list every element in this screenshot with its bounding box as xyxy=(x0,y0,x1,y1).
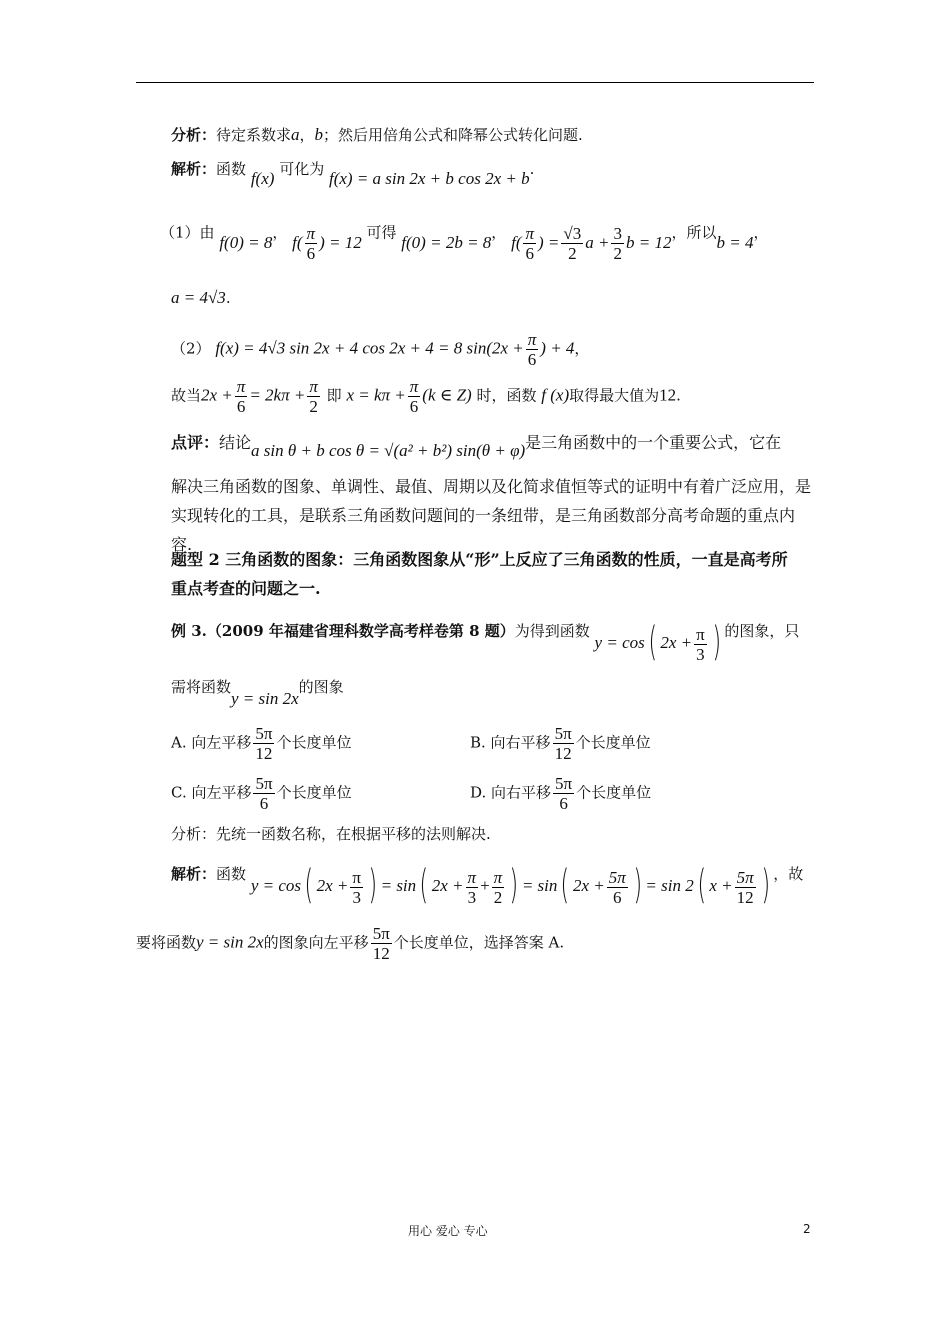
example3-line xyxy=(171,612,800,665)
num: π xyxy=(527,330,537,349)
num: 5π xyxy=(255,774,273,793)
den: 2 xyxy=(309,397,318,416)
num: π xyxy=(306,224,316,243)
answer-text: 个长度单位，选择答案 A. xyxy=(393,933,565,952)
eq-2kpi: = 2kπ + xyxy=(249,385,306,405)
num: π xyxy=(309,377,318,396)
option-c[interactable] xyxy=(171,774,352,813)
part1b-line xyxy=(171,288,231,308)
rparen: ) xyxy=(509,862,519,908)
option-label: D. 向右平移 xyxy=(470,783,552,802)
footer-motto: 用心 爱心 专心 xyxy=(408,1224,488,1238)
den: 2 xyxy=(493,887,503,907)
num: π xyxy=(467,867,477,887)
num: π xyxy=(493,867,503,887)
den: 6 xyxy=(259,794,269,813)
solution2-line xyxy=(171,855,804,908)
frac-sqrt3-2 xyxy=(561,224,583,263)
period: . xyxy=(225,289,231,307)
comment-line-4: 容. xyxy=(171,535,193,554)
formula-fx: f(x) = a sin 2x + b cos 2x + b xyxy=(328,169,530,188)
den: 12 xyxy=(372,944,390,963)
frac-pi-6-b xyxy=(523,224,536,263)
frac-pi-6-c xyxy=(526,330,539,369)
den: 6 xyxy=(306,244,316,263)
num: √3 xyxy=(563,224,582,243)
option-frac xyxy=(553,774,574,813)
num: π xyxy=(236,377,246,396)
eq: = sin xyxy=(521,876,558,895)
num: 5π xyxy=(555,774,573,793)
option-frac xyxy=(253,774,274,813)
solution-line xyxy=(171,158,535,188)
solution-label: 解析： xyxy=(171,160,217,178)
analysis-text-2: ；然后用倍角公式和降幂公式转化问题. xyxy=(323,126,583,144)
den: 3 xyxy=(696,644,705,664)
comment-text: 结论 xyxy=(219,433,252,452)
analysis-label: 分析： xyxy=(171,126,217,144)
num: π xyxy=(409,377,419,396)
eq: 2x + xyxy=(431,876,464,895)
frac xyxy=(350,868,363,907)
text: 函数 xyxy=(216,865,247,883)
num: π xyxy=(352,867,361,887)
eq-f-a: f( xyxy=(511,232,522,252)
text-kede: 可得 xyxy=(366,223,397,242)
text-shi: 时，函数 xyxy=(476,386,537,405)
den: 6 xyxy=(525,244,534,263)
den: 2 xyxy=(568,244,577,263)
comma: ， xyxy=(491,223,507,242)
text: 需将函数 xyxy=(171,678,232,696)
var-a: a xyxy=(291,125,300,144)
eq: = sin xyxy=(380,876,417,895)
frac-b xyxy=(307,377,320,416)
lparen: ( xyxy=(304,862,314,908)
type2-line-1: 题型 2 三角函数的图象：三角函数图象从“形”上反应了三角函数的性质，一直是高考所 xyxy=(171,550,788,569)
option-unit: 个长度单位 xyxy=(276,783,352,802)
lparen: ( xyxy=(419,862,429,908)
eq-fpi6-b: ) = 12 xyxy=(319,232,362,252)
sep: ， xyxy=(299,126,315,144)
eq-2x: 2x + xyxy=(201,385,233,405)
part2-line xyxy=(171,330,589,369)
eq-f0: f(0) = 8 xyxy=(219,232,273,252)
text-gu: ，故 xyxy=(773,865,804,883)
part1-num: （1）由 xyxy=(160,223,215,242)
option-label: A. 向左平移 xyxy=(171,733,252,752)
comment-text-2: 是三角函数中的一个重要公式，它在 xyxy=(525,433,782,452)
solution2-label: 解析： xyxy=(171,865,217,883)
part1-line xyxy=(160,214,769,263)
eq-fpi6-a: f( xyxy=(292,232,303,252)
solution2-line-2 xyxy=(136,924,564,963)
example3-text-2: 的图象，只 xyxy=(724,622,800,640)
eq: = sin 2 xyxy=(645,876,694,895)
analysis-line xyxy=(171,124,583,145)
text: 的图象 xyxy=(298,678,344,696)
den: 6 xyxy=(236,397,246,416)
eq-fx-expand: f(x) = 4√3 sin 2x + 4 cos 2x + 4 = 8 sin(2x + xyxy=(215,338,524,358)
solution-text: 函数 xyxy=(216,160,247,178)
comma: ， xyxy=(272,223,288,242)
eq-ysin: y = sin 2x xyxy=(231,689,299,708)
num: 3 xyxy=(613,224,622,243)
page-number: 2 xyxy=(803,1222,811,1236)
den: 6 xyxy=(527,350,537,369)
eq-ycos: y = cos xyxy=(594,633,645,652)
part2-num: （2） xyxy=(171,339,211,358)
rparen: ) xyxy=(633,862,642,908)
frac-c xyxy=(408,377,421,416)
den: 6 xyxy=(409,397,419,416)
value-12: 12 xyxy=(659,385,677,405)
num: 5π xyxy=(608,867,626,887)
num: π xyxy=(525,224,535,243)
den: 6 xyxy=(559,794,568,813)
option-d[interactable] xyxy=(470,774,651,813)
den: 3 xyxy=(467,887,477,907)
option-label: C. 向左平移 xyxy=(171,783,252,802)
eq-2x: 2x + xyxy=(660,633,693,652)
rparen: ) xyxy=(368,862,378,908)
eq-a-plus: a + xyxy=(585,232,610,252)
comment-line-2: 解决三角函数的图象、单调性、最值、周期以及化简求值恒等式的证明中有着广泛应用，是 xyxy=(171,477,812,496)
example3-label: 例 3.（2009 年福建省理科数学高考样卷第 8 题） xyxy=(171,622,515,640)
num: 5π xyxy=(736,867,754,887)
example3-line-2 xyxy=(171,676,344,708)
frac xyxy=(492,868,505,907)
period: . xyxy=(676,386,681,405)
eq-x: x = kπ + xyxy=(346,385,406,405)
eq: y = cos xyxy=(250,876,301,895)
option-b[interactable] xyxy=(470,724,651,763)
eq-plus4: ) + 4 xyxy=(540,338,575,358)
num: 5π xyxy=(372,924,390,943)
num: 5π xyxy=(255,724,273,743)
den: 6 xyxy=(613,887,622,907)
option-frac xyxy=(553,724,574,763)
text-ji: 即 xyxy=(326,386,342,405)
rparen: ) xyxy=(761,862,770,908)
option-frac xyxy=(253,724,274,763)
header-rule xyxy=(136,82,814,83)
comma: ， xyxy=(574,339,590,358)
option-unit: 个长度单位 xyxy=(575,733,651,752)
frac-pi-3 xyxy=(694,625,707,664)
formula-aux: a sin θ + b cos θ = √(a² + b²) sin(θ + φ) xyxy=(251,441,526,460)
rparen: ) xyxy=(712,619,721,665)
den: 3 xyxy=(352,887,361,907)
option-label: B. 向右平移 xyxy=(470,733,551,752)
eq: + xyxy=(480,876,490,895)
eq: x + xyxy=(709,876,733,895)
text: 的图象向左平移 xyxy=(263,933,369,952)
eq-ysin: y = sin 2x xyxy=(196,932,264,952)
eq: 2x + xyxy=(316,876,349,895)
eq: 2x + xyxy=(572,876,605,895)
eq-a: a = 4√3 xyxy=(171,288,226,307)
eq-b-12: b = 12 xyxy=(625,232,672,252)
eq-f-b: ) = xyxy=(538,232,560,252)
text-max: 取得最大值为 xyxy=(569,386,660,405)
frac-a xyxy=(235,377,248,416)
frac xyxy=(466,868,479,907)
den: 2 xyxy=(613,244,622,263)
frac-3-2 xyxy=(611,224,624,263)
den: 12 xyxy=(736,887,754,907)
part2b-line xyxy=(171,377,681,416)
type2-heading xyxy=(171,545,815,603)
solution-text-2: 可化为 xyxy=(279,160,325,178)
comment-label: 点评： xyxy=(171,433,220,452)
frac-pi-6 xyxy=(305,224,318,263)
num: π xyxy=(696,624,705,644)
text-gudang: 故当 xyxy=(171,386,202,405)
frac xyxy=(735,868,756,907)
den: 12 xyxy=(554,744,572,763)
analysis2-text: 分析：先统一函数名称，在根据平移的法则解决. xyxy=(171,825,491,843)
text-suoyi: ，所以 xyxy=(671,223,717,242)
text: 要将函数 xyxy=(136,933,197,952)
lparen: ( xyxy=(648,619,657,665)
frac xyxy=(607,868,628,907)
frac xyxy=(371,924,392,963)
option-unit: 个长度单位 xyxy=(276,733,352,752)
lparen: ( xyxy=(560,862,570,908)
example3-text: 为得到函数 xyxy=(514,622,590,640)
period: . xyxy=(529,160,535,178)
analysis-text: 待定系数求 xyxy=(216,126,292,144)
comma: ， xyxy=(753,223,769,242)
comment-line-3: 实现转化的工具，是联系三角函数问题间的一条纽带，是三角函数部分高考命题的重点内 xyxy=(171,506,796,525)
den: 12 xyxy=(255,744,273,763)
comment-line xyxy=(171,430,782,460)
eq-f0-2b: f(0) = 2b = 8 xyxy=(401,232,492,252)
type2-line-2: 重点考查的问题之一. xyxy=(171,579,321,598)
option-a[interactable] xyxy=(171,724,351,763)
fx: f(x) xyxy=(250,169,275,188)
eq-b4: b = 4 xyxy=(716,232,754,252)
var-b: b xyxy=(314,125,324,144)
eq-f-x: f (x) xyxy=(541,385,570,405)
eq-k-in-z: (k ∈ Z) xyxy=(422,385,472,405)
option-unit: 个长度单位 xyxy=(576,783,652,802)
lparen: ( xyxy=(697,862,706,908)
analysis2-line xyxy=(171,823,491,844)
num: 5π xyxy=(554,724,572,743)
